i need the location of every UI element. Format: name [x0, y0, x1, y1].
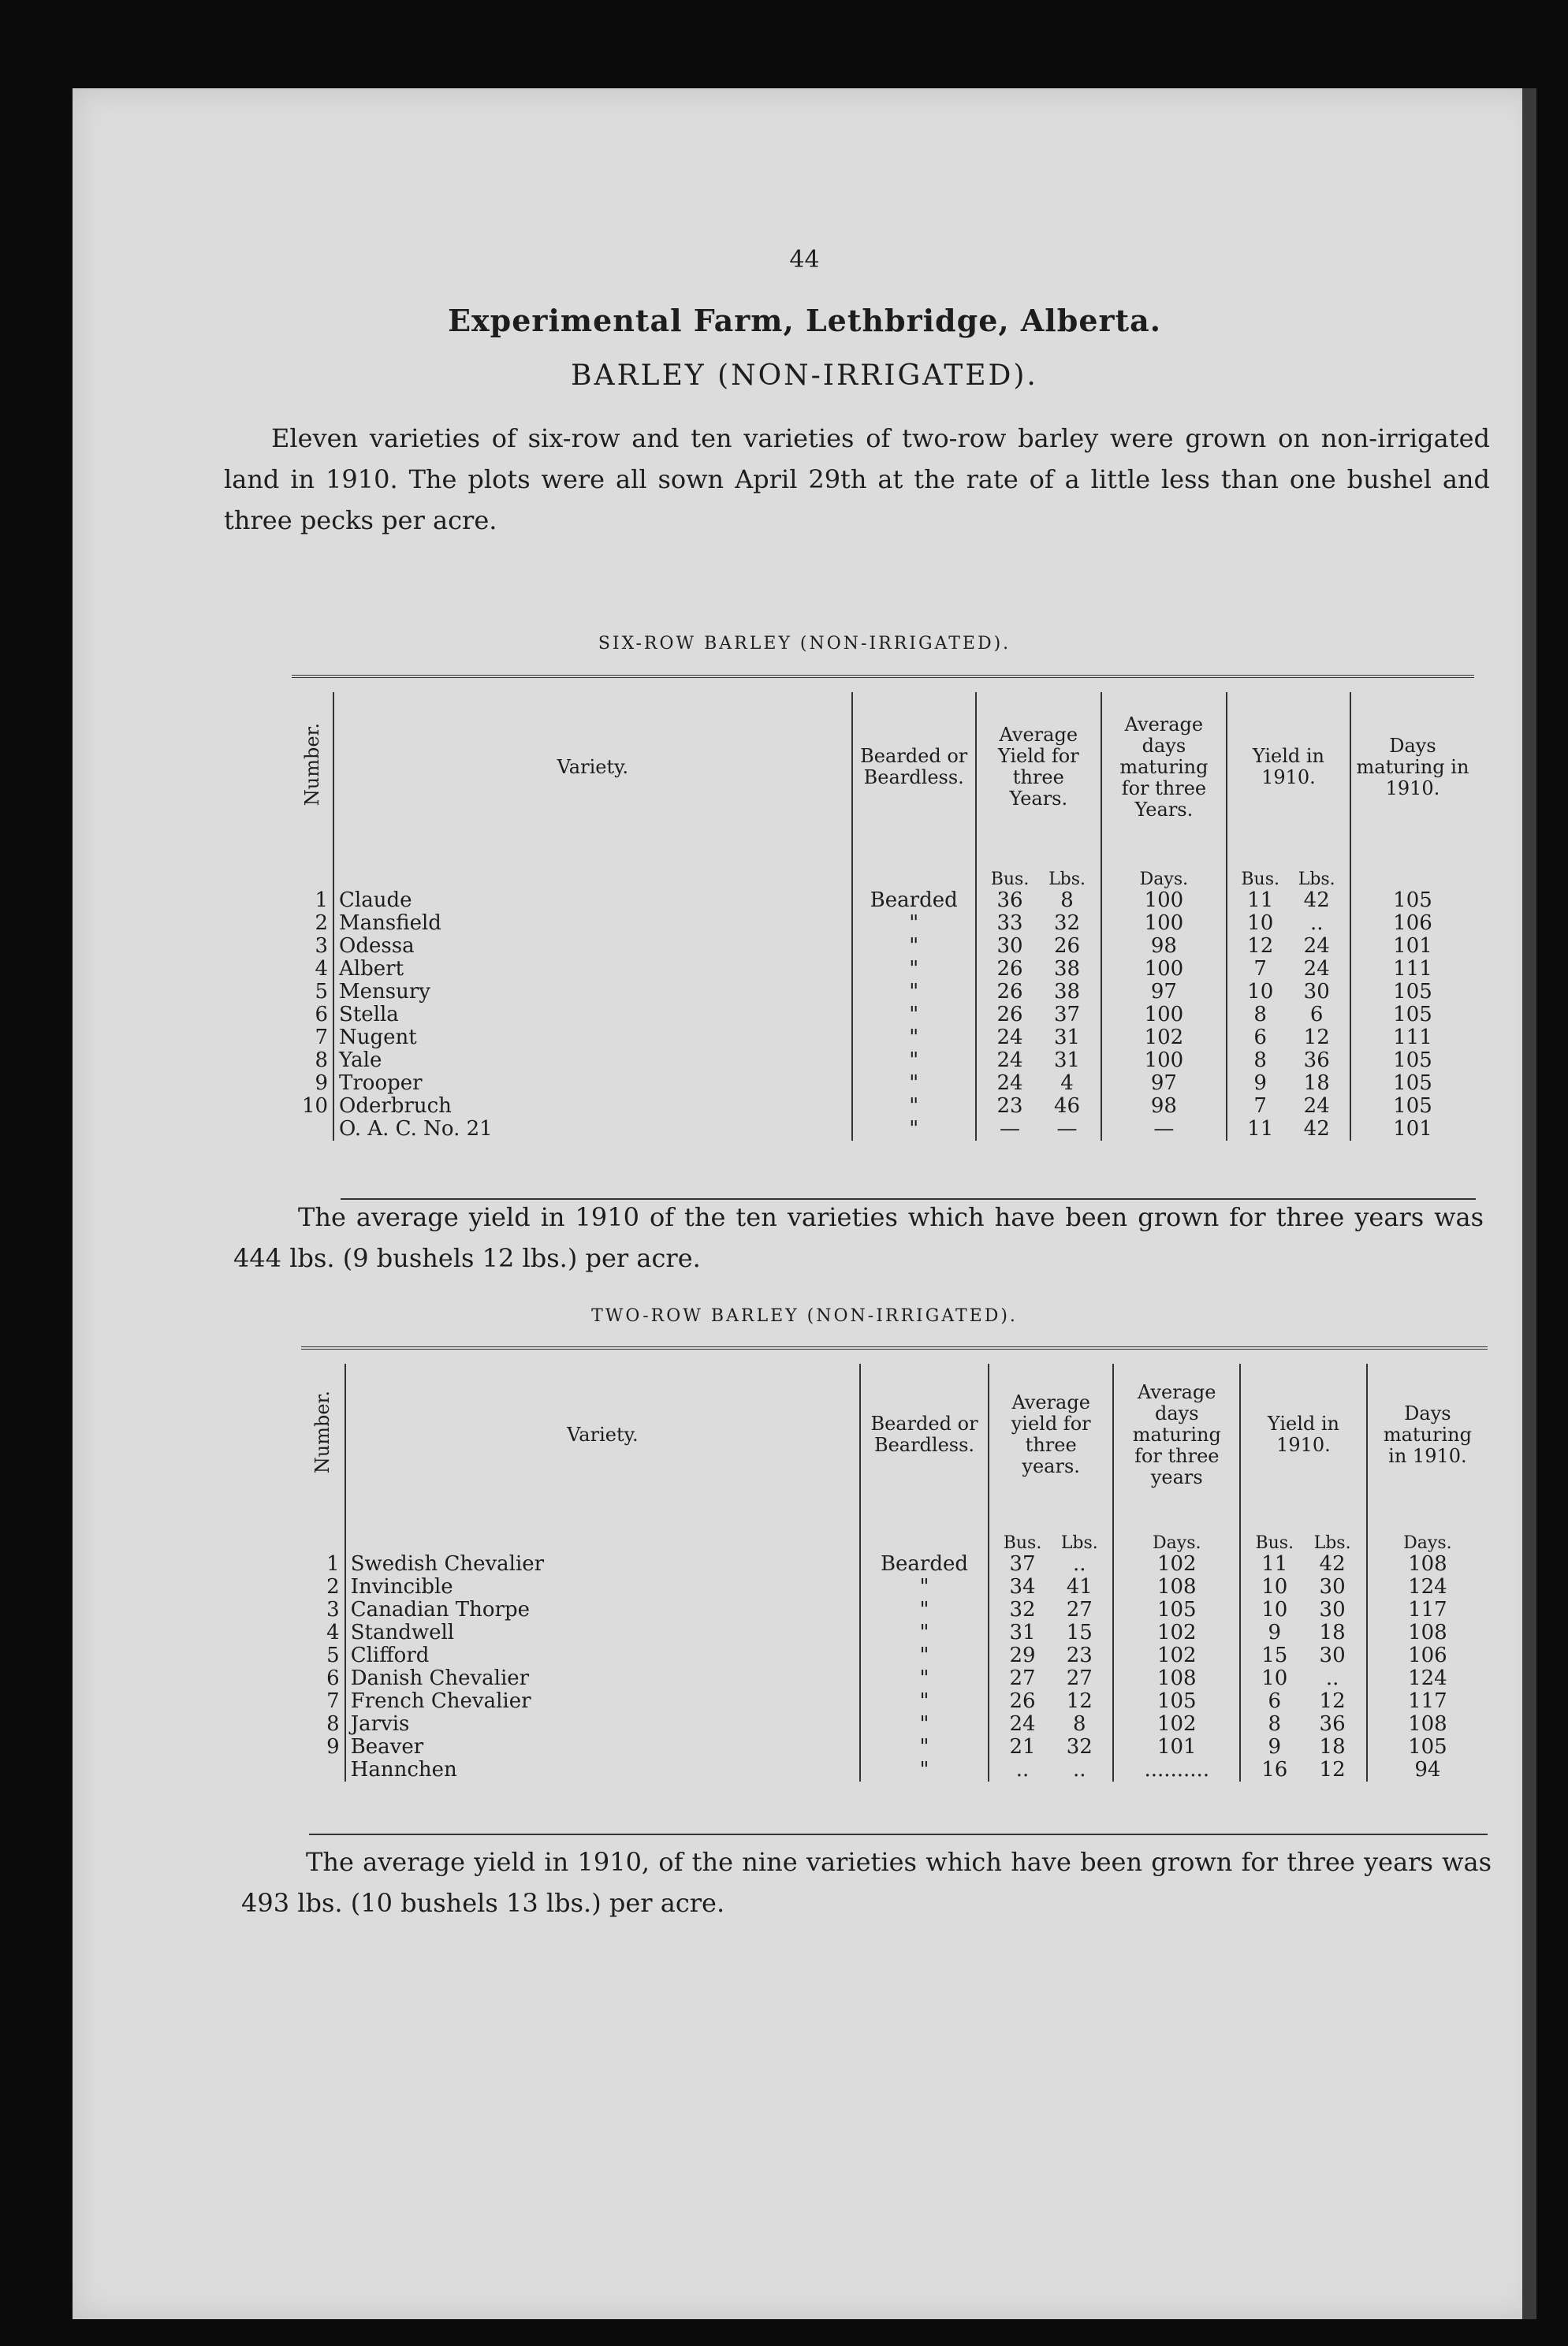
- row-number: 2: [301, 1576, 345, 1599]
- row-number: 4: [292, 958, 333, 981]
- six-row-summary: The average yield in 1910 of the ten varieties which have been grown for three years was 444 lbs. (9 bushels 12 lbs.) per acre.: [233, 1202, 1484, 1273]
- row-number: 10: [292, 1095, 333, 1118]
- avg-yield: [989, 1644, 1114, 1667]
- table-row: [301, 1553, 1488, 1576]
- bearded-value: ": [852, 981, 976, 1004]
- bushels-value: 30: [996, 934, 1023, 958]
- avg-days: —: [1101, 1118, 1227, 1141]
- bushels-value: 11: [1247, 888, 1274, 912]
- variety-name: Claude: [333, 889, 852, 912]
- pounds-value: 18: [1319, 1735, 1346, 1759]
- header-yield-1910: Yield in 1910.: [1240, 1364, 1367, 1506]
- bearded-value: ": [852, 1072, 976, 1095]
- avg-yield: [989, 1736, 1114, 1759]
- avg-days: 108: [1113, 1576, 1240, 1599]
- bushels-value: 32: [1009, 1598, 1036, 1622]
- bushels-value: 27: [1009, 1666, 1036, 1690]
- bushels-value: 9: [1268, 1621, 1282, 1644]
- days-1910: 101: [1393, 934, 1432, 958]
- days-1910: 101: [1393, 1117, 1432, 1141]
- two-row-table: [301, 1364, 1488, 1782]
- table-row: [301, 1622, 1488, 1644]
- row-number: 5: [301, 1644, 345, 1667]
- days-1910: 105: [1393, 1048, 1432, 1072]
- variety-name: Trooper: [333, 1072, 852, 1095]
- bearded-value: ": [860, 1713, 989, 1736]
- bushels-value: 9: [1268, 1735, 1282, 1759]
- bearded-value: Bearded: [852, 889, 976, 912]
- table-row: [301, 1759, 1488, 1782]
- yield-1910: [1227, 1095, 1350, 1118]
- bushels-value: 7: [1253, 1094, 1267, 1118]
- pounds-value: 12: [1319, 1758, 1346, 1782]
- avg-yield: [976, 1095, 1101, 1118]
- avg-days: 108: [1113, 1667, 1240, 1690]
- bearded-value: ": [860, 1644, 989, 1667]
- avg-yield: [976, 935, 1101, 958]
- farm-title: Experimental Farm, Lethbridge, Alberta.: [448, 303, 1161, 338]
- header-variety: Variety.: [333, 692, 852, 842]
- pounds-value: 32: [1066, 1735, 1093, 1759]
- unit-days: [1350, 842, 1474, 889]
- pounds-value: 15: [1066, 1621, 1093, 1644]
- pounds-value: 12: [1319, 1689, 1346, 1713]
- two-row-top-rule: [301, 1346, 1488, 1350]
- avg-days: 97: [1101, 981, 1227, 1004]
- avg-yield: [989, 1553, 1114, 1576]
- row-number: 3: [292, 935, 333, 958]
- pounds-value: 36: [1319, 1712, 1346, 1736]
- bushels-value: 15: [1261, 1644, 1288, 1667]
- pounds-value: 42: [1319, 1552, 1346, 1576]
- units-row: [301, 1506, 1488, 1553]
- bushels-value: 26: [996, 980, 1023, 1004]
- table-row: [292, 889, 1474, 912]
- variety-name: Yale: [333, 1049, 852, 1072]
- pounds-value: 46: [1054, 1094, 1081, 1118]
- header-avg-days: Average days maturing for three Years.: [1101, 692, 1227, 842]
- pounds-value: 31: [1054, 1048, 1081, 1072]
- bearded-value: ": [852, 1095, 976, 1118]
- pounds-value: 24: [1303, 1094, 1330, 1118]
- pounds-value: 4: [1060, 1071, 1074, 1095]
- bushels-value: 11: [1247, 1117, 1274, 1141]
- pounds-value: 38: [1054, 980, 1081, 1004]
- avg-yield: [989, 1576, 1114, 1599]
- bushels-value: 24: [996, 1071, 1023, 1095]
- table-row: [292, 1095, 1474, 1118]
- table-row: [292, 1118, 1474, 1141]
- yield-1910: [1227, 1026, 1350, 1049]
- pounds-value: 41: [1066, 1575, 1093, 1599]
- pounds-value: 23: [1066, 1644, 1093, 1667]
- bushels-value: 26: [996, 957, 1023, 981]
- days-1910: 108: [1408, 1621, 1447, 1644]
- bearded-value: ": [860, 1736, 989, 1759]
- yield-1910: [1227, 1004, 1350, 1026]
- header-variety: Variety.: [345, 1364, 860, 1506]
- days-1910: 108: [1408, 1552, 1447, 1576]
- bushels-value: 31: [1009, 1621, 1036, 1644]
- bushels-value: 24: [1009, 1712, 1036, 1736]
- yield-1910: [1227, 889, 1350, 912]
- pounds-value: 30: [1319, 1644, 1346, 1667]
- pounds-value: 18: [1319, 1621, 1346, 1644]
- table-row: [301, 1644, 1488, 1667]
- bushels-value: 6: [1253, 1026, 1267, 1049]
- pounds-value: 18: [1303, 1071, 1330, 1095]
- days-1910: 117: [1408, 1598, 1447, 1622]
- avg-yield: [976, 981, 1101, 1004]
- unit-days: Days.: [1113, 1506, 1240, 1553]
- six-row-title: SIX-ROW BARLEY (NON-IRRIGATED).: [598, 634, 1011, 654]
- row-number: 8: [301, 1713, 345, 1736]
- row-number: 9: [301, 1736, 345, 1759]
- bushels-value: 36: [996, 888, 1023, 912]
- unit-days: Days.: [1101, 842, 1227, 889]
- bearded-value: ": [852, 1004, 976, 1026]
- row-number: [292, 1118, 333, 1141]
- avg-yield: [989, 1667, 1114, 1690]
- pounds-value: 42: [1303, 1117, 1330, 1141]
- days-1910: 124: [1408, 1666, 1447, 1690]
- bushels-value: 26: [996, 1003, 1023, 1026]
- pounds-value: 42: [1303, 888, 1330, 912]
- variety-name: Standwell: [345, 1622, 860, 1644]
- bushels-value: 23: [996, 1094, 1023, 1118]
- avg-days: ..........: [1113, 1759, 1240, 1782]
- avg-yield: [976, 1026, 1101, 1049]
- bushels-value: 29: [1009, 1644, 1036, 1667]
- bushels-value: 10: [1261, 1598, 1288, 1622]
- bushels-value: 6: [1268, 1689, 1282, 1713]
- avg-yield: [989, 1713, 1114, 1736]
- six-row-table: [292, 692, 1474, 1141]
- bushels-value: 24: [996, 1026, 1023, 1049]
- pounds-value: ..: [1325, 1666, 1339, 1690]
- section-title: BARLEY (NON-IRRIGATED).: [571, 359, 1038, 392]
- yield-1910: [1227, 1049, 1350, 1072]
- table-row: [292, 1072, 1474, 1095]
- table-row: [301, 1690, 1488, 1713]
- pounds-value: 27: [1066, 1598, 1093, 1622]
- bushels-value: 10: [1247, 911, 1274, 935]
- pounds-value: ..: [1073, 1552, 1086, 1576]
- bushels-value: 37: [1009, 1552, 1036, 1576]
- header-avg-days: Average days maturing for three years: [1113, 1364, 1240, 1506]
- bearded-value: ": [852, 912, 976, 935]
- yield-1910: [1240, 1667, 1367, 1690]
- two-row-title: TWO-ROW BARLEY (NON-IRRIGATED).: [591, 1306, 1018, 1326]
- document-page: [73, 88, 1536, 2319]
- row-number: 4: [301, 1622, 345, 1644]
- row-number: 5: [292, 981, 333, 1004]
- avg-yield: [976, 912, 1101, 935]
- pounds-value: 36: [1303, 1048, 1330, 1072]
- variety-name: Mansfield: [333, 912, 852, 935]
- table-row: [292, 1026, 1474, 1049]
- avg-yield: [976, 1049, 1101, 1072]
- bearded-value: ": [852, 1026, 976, 1049]
- pounds-value: 30: [1319, 1598, 1346, 1622]
- pounds-value: 27: [1066, 1666, 1093, 1690]
- pounds-value: 12: [1066, 1689, 1093, 1713]
- table-row: [292, 935, 1474, 958]
- unit-bus: Bus.: [1241, 870, 1280, 889]
- variety-name: French Chevalier: [345, 1690, 860, 1713]
- bushels-value: 10: [1261, 1575, 1288, 1599]
- yield-1910: [1240, 1599, 1367, 1622]
- two-row-summary: The average yield in 1910, of the nine varieties which have been grown for three years was 493 lbs. (10 bushels 13 lbs.) per acre.: [241, 1847, 1492, 1918]
- avg-yield: [976, 889, 1101, 912]
- header-number: Number.: [301, 1364, 345, 1506]
- variety-name: Clifford: [345, 1644, 860, 1667]
- days-1910: 105: [1393, 1003, 1432, 1026]
- yield-1910: [1227, 981, 1350, 1004]
- table-row: [301, 1599, 1488, 1622]
- avg-days: 97: [1101, 1072, 1227, 1095]
- variety-name: Albert: [333, 958, 852, 981]
- avg-days: 98: [1101, 935, 1227, 958]
- header-avg-yield: Average yield for three years.: [989, 1364, 1114, 1506]
- header-bearded: Bearded or Beardless.: [860, 1364, 989, 1506]
- bushels-value: 26: [1009, 1689, 1036, 1713]
- bearded-value: ": [860, 1759, 989, 1782]
- row-number: 7: [301, 1690, 345, 1713]
- row-number: [301, 1759, 345, 1782]
- variety-name: Mensury: [333, 981, 852, 1004]
- six-row-top-rule: [292, 675, 1474, 678]
- pounds-value: ..: [1073, 1758, 1086, 1782]
- pounds-value: 32: [1054, 911, 1081, 935]
- unit-bus: Bus.: [1255, 1533, 1294, 1553]
- bushels-value: 33: [996, 911, 1023, 935]
- header-avg-yield: Average Yield for three Years.: [976, 692, 1101, 842]
- pounds-value: —: [1056, 1117, 1078, 1141]
- units-row: [292, 842, 1474, 889]
- yield-1910: [1240, 1622, 1367, 1644]
- yield-1910: [1227, 935, 1350, 958]
- avg-yield: [989, 1690, 1114, 1713]
- table-row: [292, 981, 1474, 1004]
- two-row-bottom-rule: [309, 1834, 1488, 1835]
- yield-1910: [1240, 1576, 1367, 1599]
- header-days-1910: Days maturing in 1910.: [1356, 734, 1469, 799]
- row-number: 1: [292, 889, 333, 912]
- days-1910: 117: [1408, 1689, 1447, 1713]
- bearded-value: ": [860, 1576, 989, 1599]
- pounds-value: 30: [1319, 1575, 1346, 1599]
- unit-bus: Bus.: [990, 870, 1030, 889]
- bushels-value: ..: [1015, 1758, 1030, 1782]
- bearded-value: Bearded: [860, 1553, 989, 1576]
- days-1910: 105: [1393, 1071, 1432, 1095]
- pounds-value: 30: [1303, 980, 1330, 1004]
- yield-1910: [1227, 958, 1350, 981]
- bushels-value: —: [1000, 1117, 1020, 1141]
- avg-days: 102: [1113, 1553, 1240, 1576]
- avg-yield: [989, 1759, 1114, 1782]
- bearded-value: ": [852, 1049, 976, 1072]
- variety-name: Hannchen: [345, 1759, 860, 1782]
- row-number: 2: [292, 912, 333, 935]
- table-row: [301, 1736, 1488, 1759]
- avg-days: 105: [1113, 1690, 1240, 1713]
- variety-name: Nugent: [333, 1026, 852, 1049]
- yield-1910: [1227, 1118, 1350, 1141]
- bearded-value: ": [852, 958, 976, 981]
- yield-1910: [1240, 1759, 1367, 1782]
- bearded-value: ": [852, 935, 976, 958]
- intro-paragraph: Eleven varieties of six-row and ten varieties of two-row barley were grown on non-irrigated land in 1910. The plots were all sown April 29th at the rate of a little less than one bushel and three pecks per acre.: [224, 423, 1490, 535]
- bearded-value: ": [860, 1599, 989, 1622]
- bushels-value: 9: [1253, 1071, 1267, 1095]
- unit-lbs: Lbs.: [1060, 1533, 1098, 1553]
- days-1910: 108: [1408, 1712, 1447, 1736]
- avg-days: 100: [1101, 889, 1227, 912]
- days-1910: 105: [1408, 1735, 1447, 1759]
- row-number: 1: [301, 1553, 345, 1576]
- bushels-value: 8: [1268, 1712, 1282, 1736]
- row-number: 9: [292, 1072, 333, 1095]
- bearded-value: ": [860, 1622, 989, 1644]
- days-1910: 105: [1393, 980, 1432, 1004]
- bushels-value: 24: [996, 1048, 1023, 1072]
- yield-1910: [1240, 1553, 1367, 1576]
- header-yield-1910: Yield in 1910.: [1227, 692, 1350, 842]
- days-1910: 105: [1393, 888, 1432, 912]
- avg-days: 98: [1101, 1095, 1227, 1118]
- bushels-value: 8: [1253, 1003, 1267, 1026]
- header-bearded: Bearded or Beardless.: [852, 692, 976, 842]
- variety-name: Danish Chevalier: [345, 1667, 860, 1690]
- pounds-value: ..: [1309, 911, 1324, 935]
- avg-yield: [976, 1118, 1101, 1141]
- variety-name: O. A. C. No. 21: [333, 1118, 852, 1141]
- avg-yield: [976, 1072, 1101, 1095]
- variety-name: Beaver: [345, 1736, 860, 1759]
- variety-name: Jarvis: [345, 1713, 860, 1736]
- pounds-value: 26: [1054, 934, 1081, 958]
- yield-1910: [1227, 1072, 1350, 1095]
- pounds-value: 37: [1054, 1003, 1081, 1026]
- bushels-value: 7: [1253, 957, 1267, 981]
- unit-lbs: Lbs.: [1048, 870, 1086, 889]
- bushels-value: 10: [1261, 1666, 1288, 1690]
- avg-days: 100: [1101, 1004, 1227, 1026]
- avg-days: 100: [1101, 958, 1227, 981]
- row-number: 6: [301, 1667, 345, 1690]
- days-1910: 111: [1393, 957, 1432, 981]
- row-number: 3: [301, 1599, 345, 1622]
- pounds-value: 31: [1054, 1026, 1081, 1049]
- header-number: Number.: [292, 692, 333, 842]
- avg-yield: [989, 1622, 1114, 1644]
- row-number: 6: [292, 1004, 333, 1026]
- days-1910: 124: [1408, 1575, 1447, 1599]
- pounds-value: 24: [1303, 957, 1330, 981]
- avg-days: 102: [1113, 1644, 1240, 1667]
- avg-days: 102: [1113, 1622, 1240, 1644]
- pounds-value: 6: [1309, 1003, 1324, 1026]
- table-row: [301, 1667, 1488, 1690]
- yield-1910: [1240, 1736, 1367, 1759]
- avg-yield: [976, 1004, 1101, 1026]
- variety-name: Stella: [333, 1004, 852, 1026]
- days-1910: 111: [1393, 1026, 1432, 1049]
- days-1910: 106: [1408, 1644, 1447, 1667]
- yield-1910: [1240, 1690, 1367, 1713]
- bushels-value: 12: [1247, 934, 1274, 958]
- table-row: [292, 912, 1474, 935]
- table-row: [301, 1713, 1488, 1736]
- avg-days: 101: [1113, 1736, 1240, 1759]
- row-number: 8: [292, 1049, 333, 1072]
- bushels-value: 8: [1253, 1048, 1267, 1072]
- unit-bus: Bus.: [1003, 1533, 1042, 1553]
- table-row: [292, 958, 1474, 981]
- yield-1910: [1240, 1644, 1367, 1667]
- pounds-value: 24: [1303, 934, 1330, 958]
- bushels-value: 34: [1009, 1575, 1036, 1599]
- avg-days: 105: [1113, 1599, 1240, 1622]
- days-1910: 106: [1393, 911, 1432, 935]
- variety-name: Odessa: [333, 935, 852, 958]
- avg-days: 102: [1113, 1713, 1240, 1736]
- row-number: 7: [292, 1026, 333, 1049]
- bushels-value: 21: [1009, 1735, 1036, 1759]
- unit-lbs: Lbs.: [1313, 1533, 1351, 1553]
- bushels-value: 11: [1261, 1552, 1288, 1576]
- header-days-1910: Days maturing in 1910.: [1383, 1402, 1472, 1467]
- avg-days: 100: [1101, 1049, 1227, 1072]
- variety-name: Swedish Chevalier: [345, 1553, 860, 1576]
- pounds-value: 38: [1054, 957, 1081, 981]
- pounds-value: 8: [1073, 1712, 1086, 1736]
- bearded-value: ": [852, 1118, 976, 1141]
- page-spine: [1522, 88, 1536, 2319]
- avg-days: 102: [1101, 1026, 1227, 1049]
- table-row: [292, 1049, 1474, 1072]
- days-1910: 94: [1414, 1758, 1441, 1782]
- pounds-value: 12: [1303, 1026, 1330, 1049]
- bearded-value: ": [860, 1690, 989, 1713]
- yield-1910: [1240, 1713, 1367, 1736]
- avg-days: 100: [1101, 912, 1227, 935]
- bushels-value: 10: [1247, 980, 1274, 1004]
- variety-name: Oderbruch: [333, 1095, 852, 1118]
- bushels-value: 16: [1261, 1758, 1288, 1782]
- table-row: [292, 1004, 1474, 1026]
- unit-lbs: Lbs.: [1298, 870, 1335, 889]
- avg-yield: [976, 958, 1101, 981]
- unit-days: Days.: [1403, 1533, 1452, 1553]
- avg-yield: [989, 1599, 1114, 1622]
- variety-name: Invincible: [345, 1576, 860, 1599]
- table-row: [301, 1576, 1488, 1599]
- days-1910: 105: [1393, 1094, 1432, 1118]
- yield-1910: [1227, 912, 1350, 935]
- page-number: 44: [789, 246, 820, 274]
- bearded-value: ": [860, 1667, 989, 1690]
- pounds-value: 8: [1060, 888, 1074, 912]
- variety-name: Canadian Thorpe: [345, 1599, 860, 1622]
